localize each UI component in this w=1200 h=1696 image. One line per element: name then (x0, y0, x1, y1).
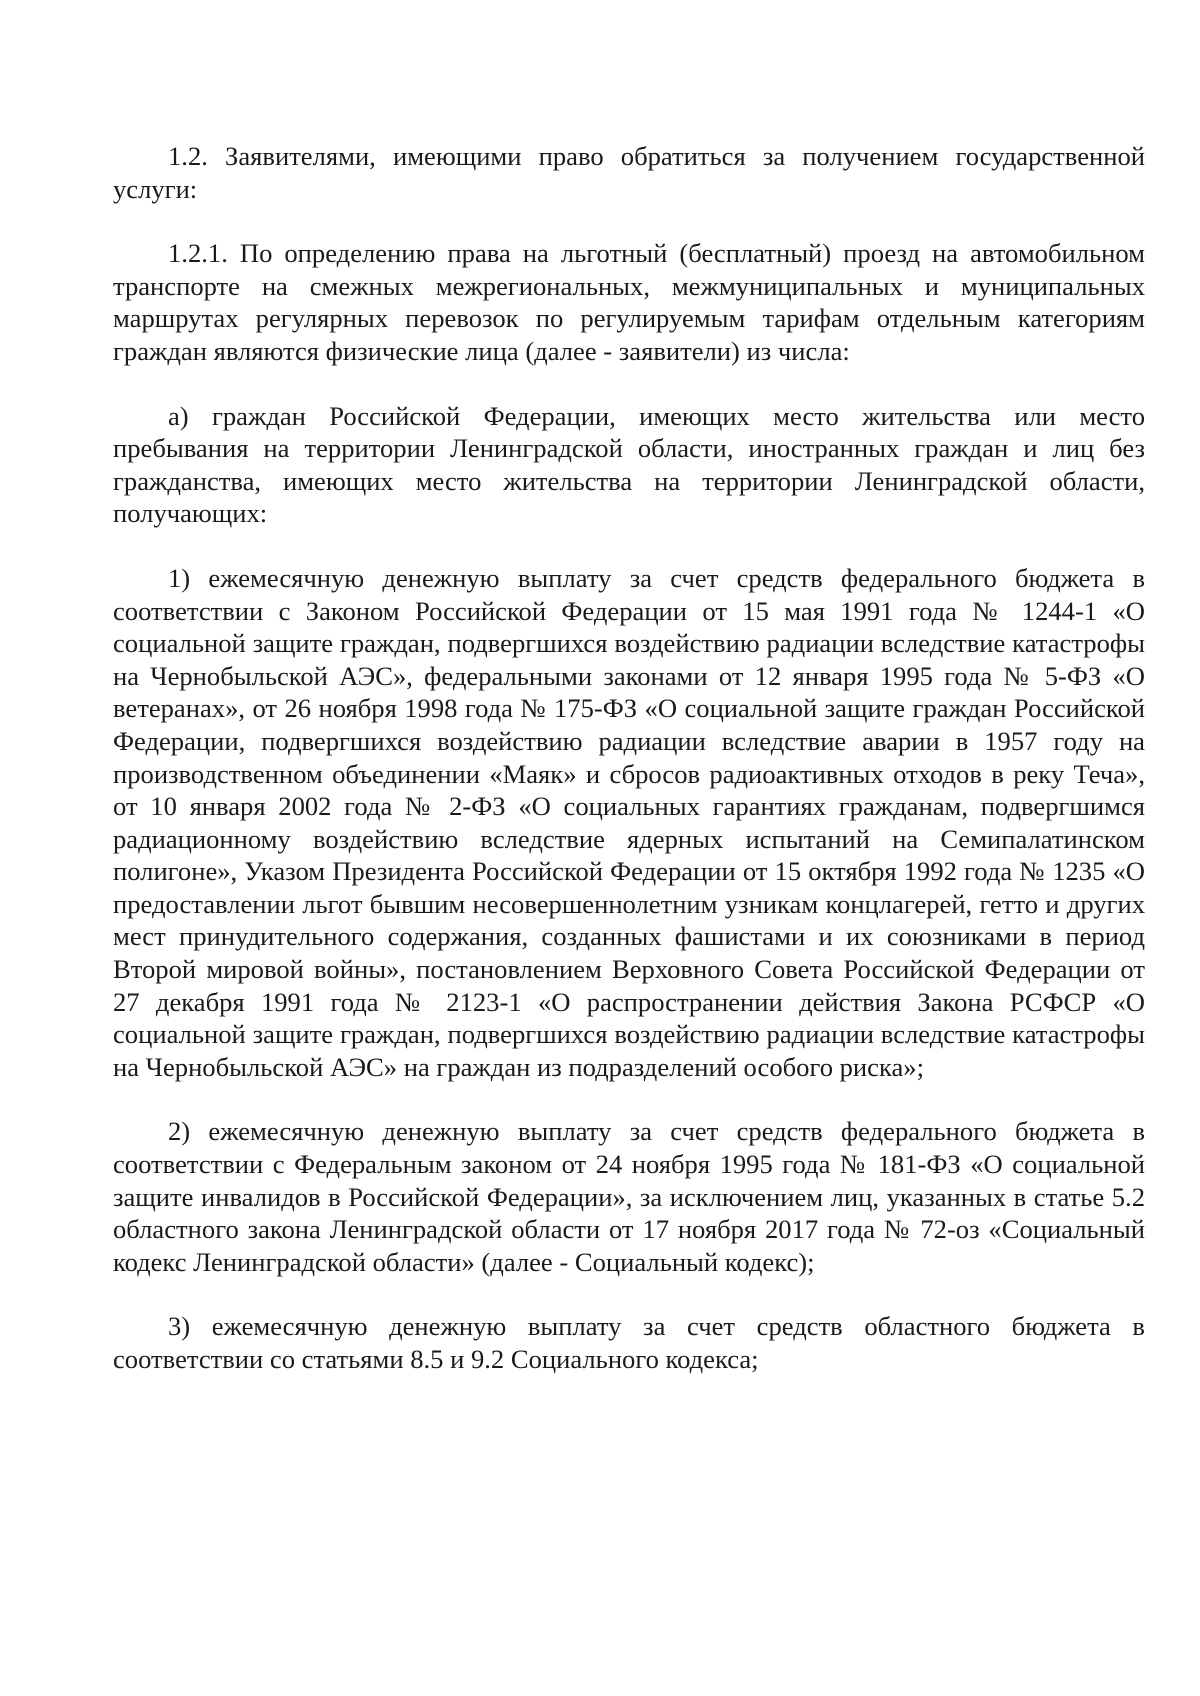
paragraph-item-1: 1) ежемесячную денежную выплату за счет средств федерального бюджета в соответствии с Законом Российской Федерации от 15 мая 1991 года № 1244-1 «О социальной защите граждан, подвергшихся воздействию радиации вследствие катастрофы на Чернобыльской АЭС», федеральными законами от 12 января 1995 года № 5-ФЗ «О ветеранах», от 26 ноября 1998 года № 175-ФЗ «О социальной защите граждан Российской Федерации, подвергшихся воздействию радиации вследствие аварии в 1957 году на производственном объединении «Маяк» и сбросов радиоактивных отходов в реку Теча», от 10 января 2002 года № 2-ФЗ «О социальных гарантиях гражданам, подвергшимся радиационному воздействию вследствие ядерных испытаний на Семипалатинском полигоне», Указом Президента Российской Федерации от 15 октября 1992 года № 1235 «О предоставлении льгот бывшим несовершеннолетним узникам концлагерей, гетто и других мест принудительного содержания, созданных фашистами и их союзниками в период Второй мировой войны», постановлением Верховного Совета Российской Федерации от 27 декабря 1991 года № 2123-1 «О распространении действия Закона РСФСР «О социальной защите граждан, подвергшихся воздействию радиации вследствие катастрофы на Чернобыльской АЭС» на граждан из подразделений особого риска»; (113, 562, 1145, 1082)
paragraph-a-citizens: а) граждан Российской Федерации, имеющих место жительства или место пребывания на территории Ленинградской области, иностранных граждан и лиц без гражданства, имеющих место жительства на территории Ленинградской области, получающих: (113, 400, 1145, 529)
paragraph-item-3: 3) ежемесячную денежную выплату за счет средств областного бюджета в соответствии со статьями 8.5 и 9.2 Социального кодекса; (113, 1311, 1145, 1374)
document-body (113, 140, 1145, 1376)
paragraph-item-2: 2) ежемесячную денежную выплату за счет средств федерального бюджета в соответствии с Федеральным законом от 24 ноября 1995 года № 181-ФЗ «О социальной защите инвалидов в Российской Федерации», за исключением лиц, указанных в статье 5.2 областного закона Ленинградской области от 17 ноября 2017 года № 72-оз «Социальный кодекс Ленинградской области» (далее - Социальный кодекс); (113, 1116, 1145, 1277)
paragraph-1-2-1-definition: 1.2.1. По определению права на льготный (бесплатный) проезд на автомобильном транспорте на смежных межрегиональных, межмуниципальных и муниципальных маршрутах регулярных перевозок по регулируемым тарифам отдельным категориям граждан являются физические лица (далее - заявители) из числа: (113, 238, 1145, 366)
paragraph-1-2-applicants: 1.2. Заявителями, имеющими право обратиться за получением государственной услуги: (113, 141, 1145, 204)
